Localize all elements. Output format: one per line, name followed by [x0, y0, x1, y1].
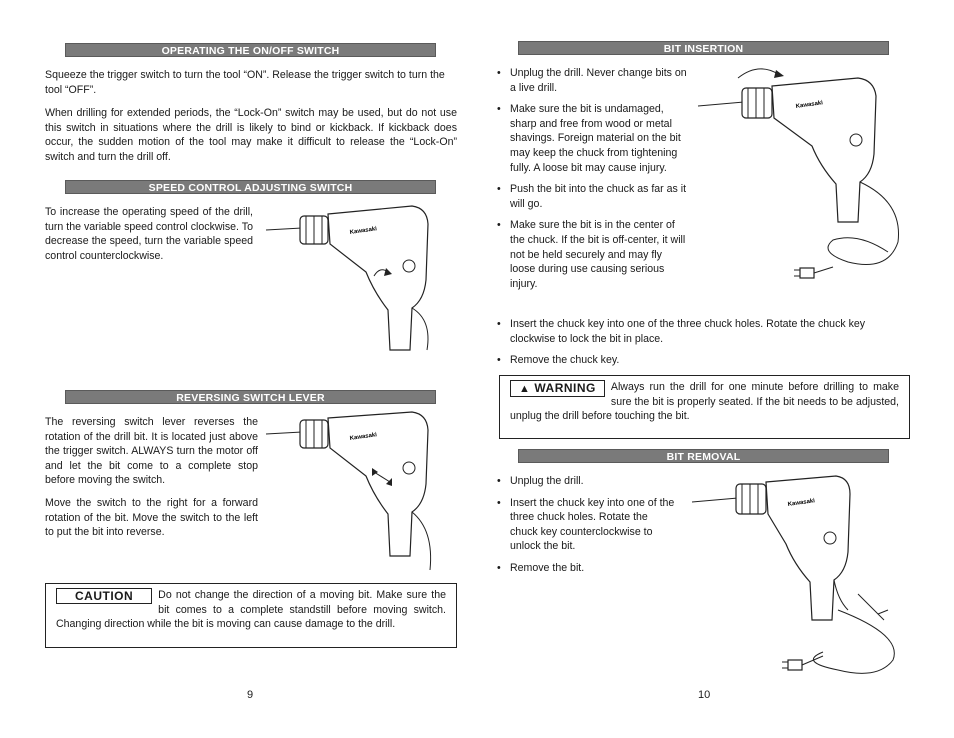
- warning-box: [499, 375, 910, 439]
- bit-insertion-list: [497, 66, 687, 298]
- heading-reversing-switch: REVERSING SWITCH LEVER: [65, 390, 436, 404]
- heading-speed-control: SPEED CONTROL ADJUSTING SWITCH: [65, 180, 436, 194]
- drill-reversing-illustration: [262, 410, 442, 578]
- bit-removal-list: [497, 474, 677, 583]
- list-item: • Make sure the bit is undamaged, sharp and free from wood or metal shavings. Foreign material on the bit may keep the chuck from tightening fully. A loose bit may cause injury.: [497, 102, 687, 175]
- warning-triangle-icon: ▲: [519, 383, 531, 395]
- speed-paragraph: To increase the operating speed of the drill, turn the variable speed control clockwise. To decrease the speed, turn the variable speed control counterclockwise.: [45, 206, 253, 262]
- warning-text: Always run the drill for one minute before drilling to make sure the bit is properly seated. If the bit needs to be adjusted, unplug the drill before touching the bit.: [510, 381, 899, 423]
- list-item: • Insert the chuck key into one of the three chuck holes. Rotate the chuck key clockwise to lock the bit in place.: [497, 317, 897, 346]
- page-number-left: 9: [247, 689, 254, 701]
- brand-label: Kawasaki: [349, 432, 378, 442]
- list-item: • Unplug the drill.: [497, 474, 677, 489]
- heading-on-off-switch: OPERATING THE ON/OFF SWITCH: [65, 43, 436, 57]
- drill-speed-illustration: [262, 200, 442, 360]
- list-item: • Remove the bit.: [497, 561, 677, 576]
- list-item: • Unplug the drill. Never change bits on a live drill.: [497, 66, 687, 95]
- caution-badge: CAUTION: [56, 588, 152, 604]
- list-item: • Make sure the bit is in the center of the chuck. If the bit is off-center, it will not be held securely and may fly loose during use causing serious injury.: [497, 218, 687, 291]
- list-item: • Insert the chuck key into one of the three chuck holes. Rotate the chuck key counterclockwise to unlock the bit.: [497, 496, 677, 554]
- brand-label: Kawasaki: [349, 226, 378, 236]
- caution-box: [45, 583, 457, 648]
- warning-badge: ▲ WARNING: [510, 380, 605, 397]
- on-off-paragraph-1: Squeeze the trigger switch to turn the tool “ON”. Release the trigger switch to turn the tool “OFF”.: [45, 69, 445, 96]
- reversing-paragraph-2: Move the switch to the right for a forward rotation of the bit. Move the switch to the left to put the bit into reverse.: [45, 497, 258, 539]
- reversing-paragraph-1: The reversing switch lever reverses the rotation of the drill bit. It is located just above the trigger switch. ALWAYS turn the motor off and let the bit come to a complete stop before moving the switch.: [45, 416, 258, 487]
- heading-bit-insertion: BIT INSERTION: [518, 41, 889, 55]
- bit-insertion-wide-list: [497, 317, 897, 375]
- on-off-paragraph-2: When drilling for extended periods, the “Lock-On” switch may be used, but do not use this switch in situations where the drill is likely to bind or kickback. If kickback does occur, the sudden motion of the tool may make it difficult to release the “Lock-On” switch and turn the drill off.: [45, 107, 457, 163]
- list-item: • Remove the chuck key.: [497, 353, 897, 368]
- drill-removal-illustration: [688, 470, 913, 685]
- caution-text: Do not change the direction of a moving bit. Make sure the bit comes to a complete standstill before moving switch. Changing direction while the bit is moving can cause damage to the drill.: [56, 589, 446, 631]
- brand-label: Kawasaki: [795, 100, 824, 110]
- page-number-right: 10: [698, 689, 711, 701]
- drill-insertion-illustration: [688, 62, 913, 292]
- brand-label: Kawasaki: [787, 498, 816, 508]
- list-item: • Push the bit into the chuck as far as it will go.: [497, 182, 687, 211]
- heading-bit-removal: BIT REMOVAL: [518, 449, 889, 463]
